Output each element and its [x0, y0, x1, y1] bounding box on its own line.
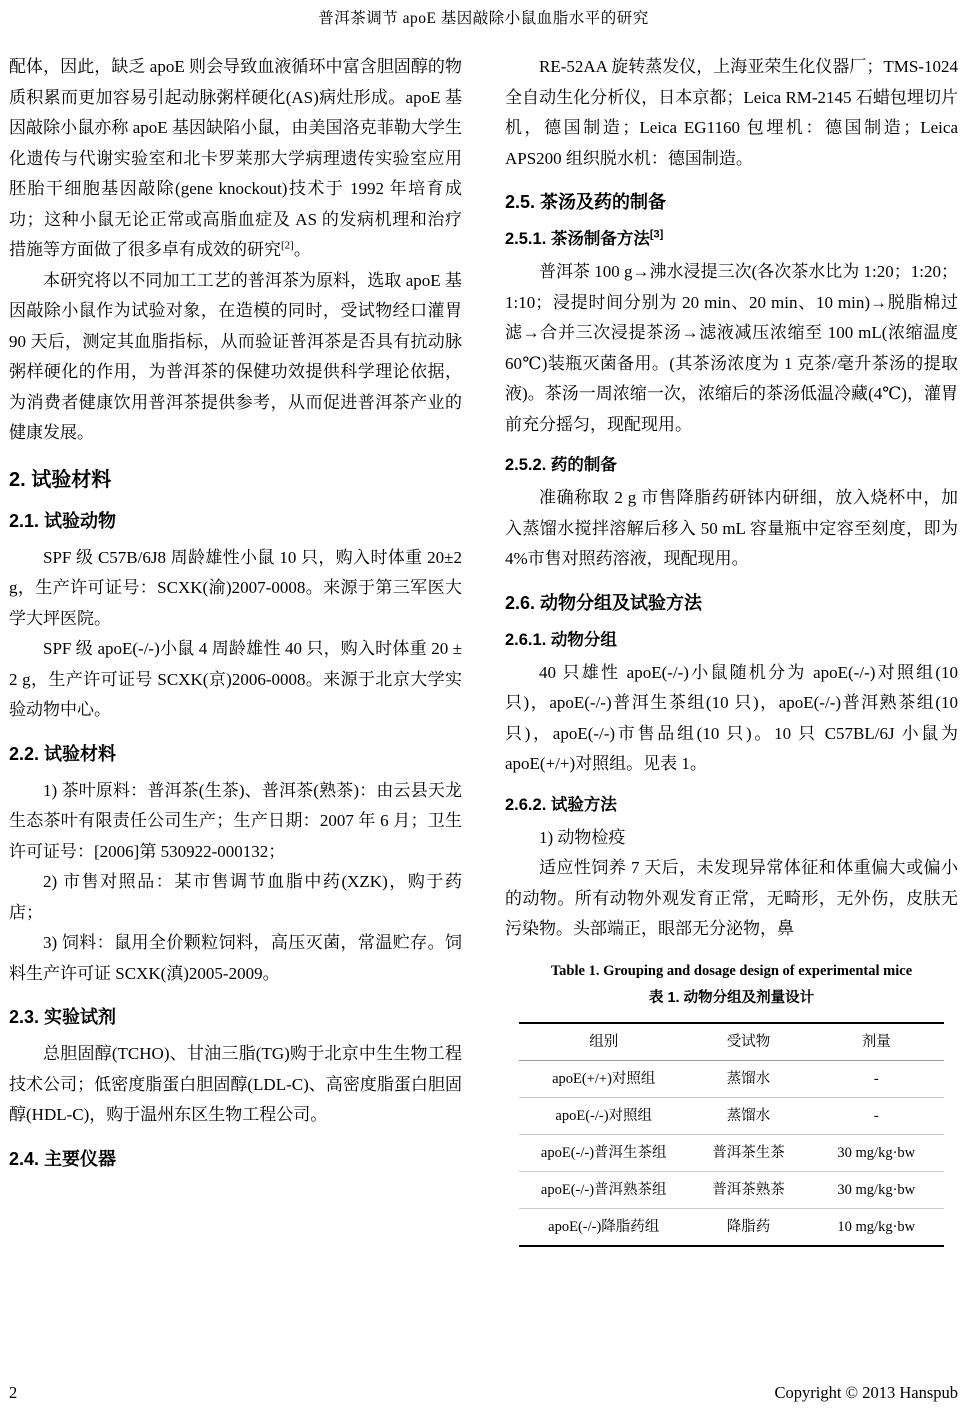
paragraph-grouping: 40 只雄性 apoE(-/-)小鼠随机分为 apoE(-/-)对照组(10 只)，apoE(-/-)普洱生茶组(10 只)，apoE(-/-)普洱熟茶组(10 只)，apoE(-/-)市售品组(10 只)。10 只 C57BL/6J 小鼠为 apoE(+/+)对照组。见表 1。	[505, 662, 958, 773]
table-row	[519, 1208, 945, 1246]
paragraph-instruments: RE-52AA 旋转蒸发仪，上海亚荣生化仪器厂；TMS-1024 全自动生化分析仪，日本京都；Leica RM-2145 石蜡包埋切片机，德国制造；Leica EG1160 包埋机：德国制造；Leica APS200 组织脱水机：德国制造。	[505, 57, 958, 168]
table-cell-dosage: 30 mg/kg·bw	[808, 1171, 944, 1208]
running-head-title: 普洱茶调节 apoE 基因敲除小鼠血脂水平的研究	[318, 10, 649, 27]
section-heading-2-6-1: 2.6.1. 动物分组	[505, 630, 617, 649]
paragraph-apoe-background	[9, 52, 462, 266]
table-cell-dosage: 30 mg/kg·bw	[808, 1134, 944, 1171]
section-heading-2-5-2: 2.5.2. 药的制备	[505, 456, 617, 474]
table-cell-dosage: -	[808, 1060, 944, 1097]
section-heading-2-2: 2.2. 试验材料	[9, 743, 117, 764]
paragraph-quarantine-title: 1) 动物检疫	[539, 827, 626, 847]
table1-grouping-dosage	[519, 1022, 945, 1247]
section-heading-2-6-2: 2.6.2. 试验方法	[505, 795, 617, 814]
section-heading-2-3: 2.3. 实验试剂	[9, 1007, 117, 1027]
table-cell-substance: 普洱茶生茶	[689, 1134, 808, 1171]
list-item-tea-material: 1) 茶叶原料：普洱茶(生茶)、普洱茶(熟茶)：由云县天龙生态茶叶有限责任公司生产；生产日期：2007 年 6 月；卫生许可证号：[2006]第 530922-000132；	[9, 780, 462, 861]
table-cell-group: apoE(-/-)普洱熟茶组	[519, 1171, 689, 1208]
list-item-market-control: 2) 市售对照品：某市售调节血脂中药(XZK)，购于药店；	[9, 872, 462, 922]
left-column	[9, 52, 462, 1247]
table1-block	[505, 961, 958, 1247]
section-heading-2: 2. 试验材料	[9, 468, 112, 491]
table-header-dosage: 剂量	[808, 1023, 944, 1061]
two-column-body	[9, 52, 958, 1247]
paragraph-drug-prep: 准确称取 2 g 市售降脂药研钵内研细，放入烧杯中，加入蒸馏水搅拌溶解后移入 50 mL 容量瓶中定容至刻度，即为 4%市售对照药溶液，现配现用。	[505, 488, 958, 568]
table-cell-substance: 降脂药	[689, 1208, 808, 1246]
table-row	[519, 1171, 945, 1208]
paragraph-tea-soup-prep: 普洱茶 100 g→沸水浸提三次(各次茶水比为 1:20；1:20；1:10；浸提时间分别为 20 min、20 min、10 min)→脱脂棉过滤→合并三次浸提茶汤→滤液减压浓缩至 100 mL(浓缩温度 60℃)装瓶灭菌备用。(其茶汤浓度为 1 克茶/毫升茶汤的提取液)。茶汤一周浓缩一次，浓缩后的茶汤低温冷藏(4℃)，灌胃前充分摇匀，现配现用。	[505, 262, 958, 434]
table-cell-dosage: 10 mg/kg·bw	[808, 1208, 944, 1246]
section-heading-2-5: 2.5. 茶汤及药的制备	[505, 192, 667, 212]
section-heading-2-6: 2.6. 动物分组及试验方法	[505, 592, 703, 613]
paragraph-text: 配体，因此，缺乏 apoE 则会导致血液循环中富含胆固醇的物质积累而更加容易引起动脉粥样硬化(AS)病灶形成。apoE 基因敲除小鼠亦称 apoE 基因缺陷小鼠，由美国洛克菲勒大学生化遗传与代谢实验室和北卡罗莱那大学病理遗传实验室应用胚胎干细胞基因敲除(gene knockout)技术于 1992 年培育成功；这种小鼠无论正常或高脂血症及 AS 的发病机理和治疗措施等方面做了很多卓有成效的研究	[9, 57, 462, 259]
table1-caption-english: Table 1. Grouping and dosage design of experimental mice	[550, 962, 913, 979]
section-heading-2-4: 2.4. 主要仪器	[9, 1148, 117, 1169]
table-cell-group: apoE(-/-)对照组	[519, 1097, 689, 1134]
reference-2-superscript: [2]	[281, 239, 294, 252]
table-header-test-substance: 受试物	[689, 1023, 808, 1061]
table-cell-group: apoE(-/-)普洱生茶组	[519, 1134, 689, 1171]
list-item-feed: 3) 饲料：鼠用全价颗粒饲料，高压灭菌，常温贮存。饲料生产许可证 SCXK(滇)2005-2009。	[9, 933, 462, 983]
table-row	[519, 1060, 945, 1097]
section-heading-2-5-1	[505, 228, 958, 250]
paragraph-study-purpose: 本研究将以不同加工工艺的普洱茶为原料，选取 apoE 基因敲除小鼠作为试验对象，在造模的同时，受试物经口灌胃 90 天后，测定其血脂指标，从而验证普洱茶是否具有抗动脉粥样硬化的作用，为普洱茶的保健功效提供科学理论依据，为消费者健康饮用普洱茶提供参考，从而促进普洱茶产业的健康发展。	[9, 270, 462, 442]
table-header-row	[519, 1023, 945, 1061]
table-row	[519, 1097, 945, 1134]
paragraph-mice-c57b: SPF 级 C57B/6J8 周龄雄性小鼠 10 只，购入时体重 20±2 g，生产许可证号：SCXK(渝)2007-0008。来源于第三军医大学大坪医院。	[9, 547, 462, 628]
page-number: 2	[9, 1383, 18, 1402]
heading-text: 2.5.1. 茶汤制备方法	[505, 230, 650, 248]
table-cell-substance: 蒸馏水	[689, 1060, 808, 1097]
paragraph-reagents: 总胆固醇(TCHO)、甘油三脂(TG)购于北京中生生物工程技术公司；低密度脂蛋白胆固醇(LDL-C)、高密度脂蛋白胆固醇(HDL-C)，购于温州东区生物工程公司。	[9, 1044, 462, 1124]
right-column	[505, 52, 958, 1247]
paragraph-text: 。	[293, 240, 311, 259]
copyright-notice: Copyright © 2013 Hanspub	[774, 1383, 958, 1402]
table-cell-group: apoE(+/+)对照组	[519, 1060, 689, 1097]
section-heading-2-1: 2.1. 试验动物	[9, 510, 117, 531]
reference-3-superscript: [3]	[649, 228, 664, 241]
table-cell-group: apoE(-/-)降脂药组	[519, 1208, 689, 1246]
table-cell-substance: 普洱茶熟茶	[689, 1171, 808, 1208]
table-cell-substance: 蒸馏水	[689, 1097, 808, 1134]
table1-caption-chinese: 表 1. 动物分组及剂量设计	[648, 989, 815, 1006]
table-cell-dosage: -	[808, 1097, 944, 1134]
paragraph-quarantine-detail: 适应性饲养 7 天后，未发现异常体征和体重偏大或偏小的动物。所有动物外观发育正常，无畸形，无外伤，皮肤无污染物。头部端正，眼部无分泌物，鼻	[505, 858, 958, 938]
paragraph-mice-apoe: SPF 级 apoE(-/-)小鼠 4 周龄雄性 40 只，购入时体重 20 ± 2 g，生产许可证号 SCXK(京)2006-0008。来源于北京大学实验动物中心。	[9, 639, 462, 719]
page-footer	[9, 1382, 958, 1404]
table-row	[519, 1134, 945, 1171]
table-header-group: 组别	[519, 1023, 689, 1061]
